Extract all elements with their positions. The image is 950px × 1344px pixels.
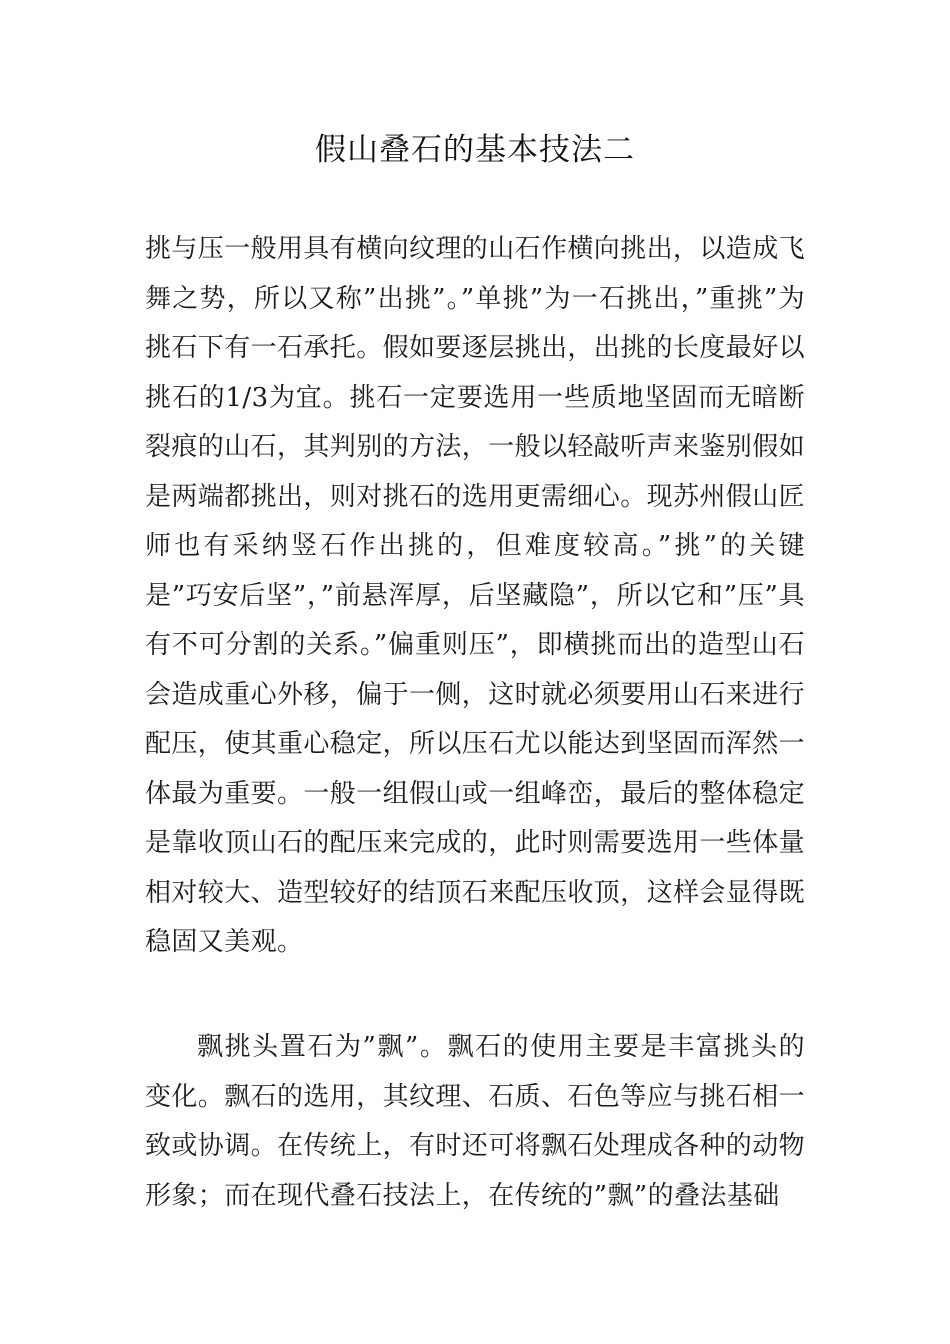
document-title: 假山叠石的基本技法二 [315, 132, 635, 168]
paragraph-piao: 飘挑头置石为”飘”。飘石的使用主要是丰富挑头的变化。飘石的选用，其纹理、石质、石色等应与挑石相一致或协调。在传统上，有时还可将飘石处理成各种的动物形象；而在现代叠石技法上，在传统的”飘”的叠法基础 [145, 1032, 806, 1211]
paragraph-tiao-ya: 挑与压一般用具有横向纹理的山石作横向挑出，以造成飞舞之势，所以又称”出挑”。”单挑”为一石挑出，”重挑”为挑石下有一石承托。假如要逐层挑出，出挑的长度最好以挑石的1/3为宜。挑石一定要选用一些质地坚固而无暗断裂痕的山石，其判别的方法，一般以轻敲听声来鉴别假如是两端都挑出，则对挑石的选用更需细心。现苏州假山匠师也有采纳竖石作出挑的，但难度较高。”挑”的关键是”巧安后坚”，”前悬浑厚，后坚藏隐”，所以它和”压”具有不可分割的关系。”偏重则压”，即横挑而出的造型山石会造成重心外移，偏于一侧，这时就必须要用山石来进行配压，使其重心稳定，所以压石尤以能达到坚固而浑然一体最为重要。一般一组假山或一组峰峦，最后的整体稳定是靠收顶山石的配压来完成的，此时则需要选用一些体量相对较大、造型较好的结顶石来配压收顶，这样会显得既稳固又美观。 [145, 234, 806, 957]
